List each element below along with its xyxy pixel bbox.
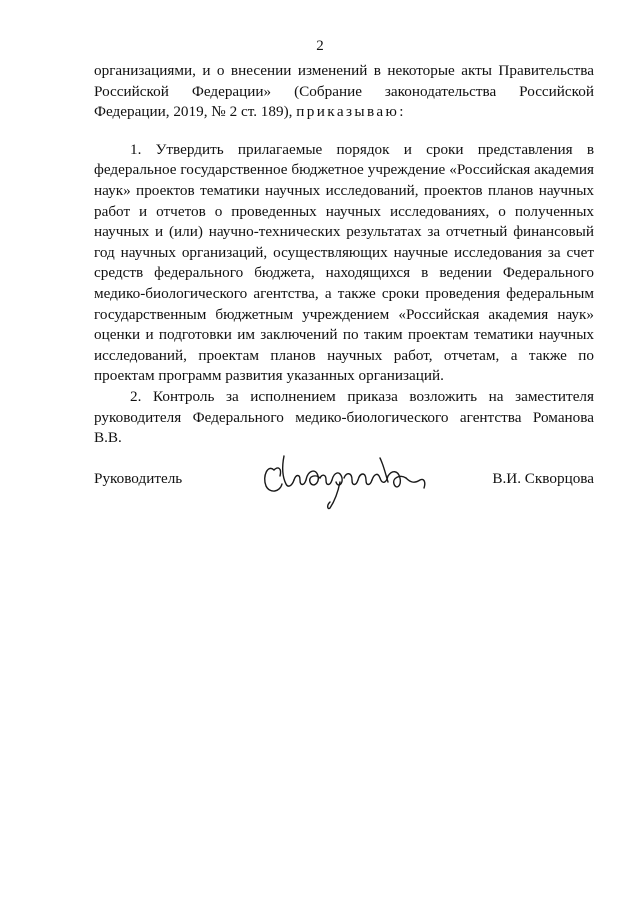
handwritten-signature — [260, 448, 436, 518]
document-body — [94, 61, 594, 449]
intro-paragraph — [94, 61, 594, 123]
signatory-name: В.И. Скворцова — [492, 470, 594, 487]
order-item-2: 2. Контроль за исполнением приказа возложить на заместителя руководителя Федерального медико-биологического агентства Романова В.В. — [94, 387, 594, 447]
signatory-title: Руководитель — [94, 470, 183, 487]
intro-text: организациями, и о внесении изменений в некоторые акты Правительства Российской Федерации» (Собрание законодательства Российской Федерации, 2019, № 2 ст. 189), — [94, 62, 594, 121]
order-item-1: 1. Утвердить прилагаемые порядок и сроки представления в федеральное государственное бюджетное учреждение «Российская академия наук» проектов тематики научных исследований, проектов планов научных работ и отчетов о проведенных научных исследованиях, о полученных научных и (или) научно-технических результатах за отчетный финансовый год научных организаций, осуществляющих научные исследования за счет средств федерального бюджета, находящихся в ведении Федерального медико-биологического агентства, а также сроки проведения федеральным государственным бюджетным учреждением «Российская академия наук» оценки и подготовки им заключений по таким проектам тематики научных исследований, проектам планов научных работ, отчетам, а также по проектам программ развития указанных организаций. — [94, 140, 594, 385]
page-number: 2 — [316, 38, 324, 54]
signature-block — [94, 470, 594, 510]
order-word: приказываю: — [296, 103, 406, 121]
